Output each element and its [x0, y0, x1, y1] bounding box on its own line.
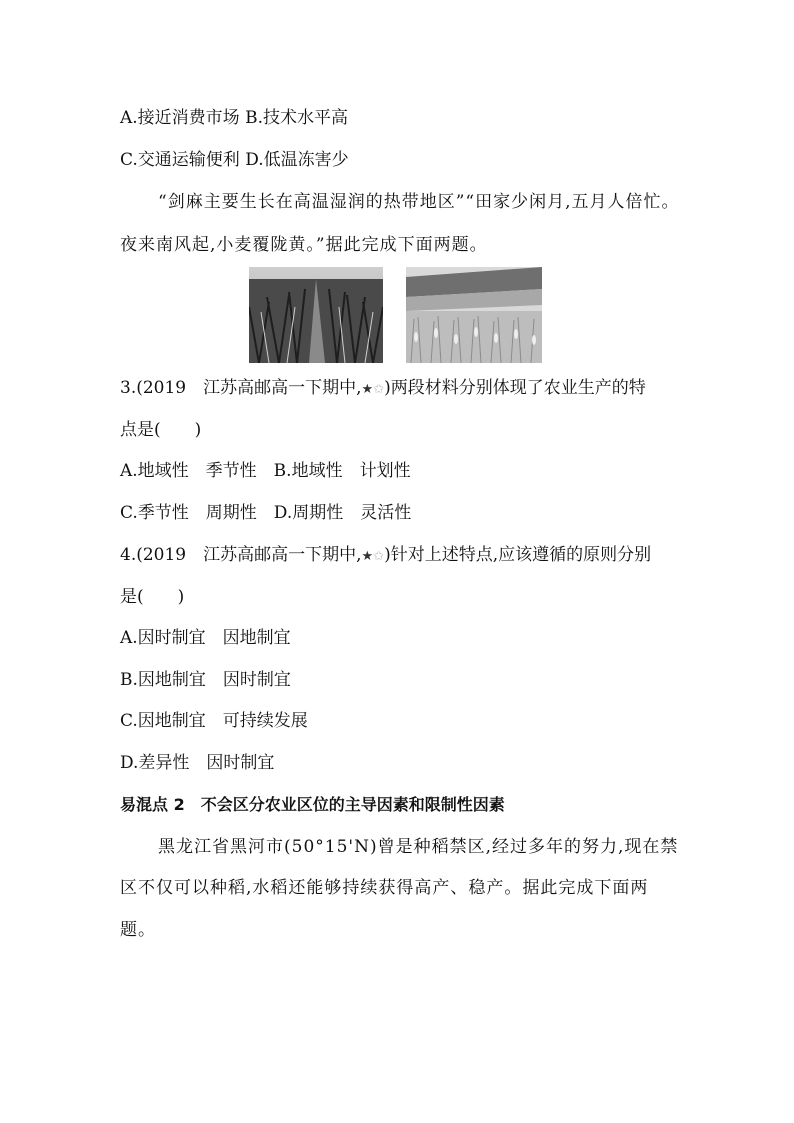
sisal-field-photo — [249, 267, 383, 363]
difficulty-star-outline-icon: ✩ — [373, 549, 385, 564]
question-4-option-a: A.因时制宜 因地制宜 — [120, 628, 291, 648]
question-4-option-b: B.因地制宜 因时制宜 — [120, 670, 291, 690]
difficulty-star-outline-icon: ✩ — [373, 382, 385, 397]
option-line-c-d: C.交通运输便利 D.低温冻害少 — [120, 150, 349, 170]
question-3-stem: )两段材料分别体现了农业生产的特 — [384, 378, 646, 398]
question-4-option-d: D.差异性 因时制宜 — [120, 753, 275, 773]
material-2-line3: 题。 — [120, 920, 156, 940]
question-4-option-c: C.因地制宜 可持续发展 — [120, 711, 308, 731]
question-3-source: 3.(2019 江苏高邮高一下期中, — [120, 378, 362, 398]
material-paragraph-line1: “剑麻主要生长在高温湿润的热带地区”“田家少闲月,五月人倍忙。 — [158, 192, 680, 212]
question-4-source: 4.(2019 江苏高邮高一下期中, — [120, 545, 362, 565]
difficulty-star-icon: ★ — [361, 382, 374, 397]
wheat-field-photo — [406, 267, 542, 363]
question-4-line2: 是( ) — [120, 587, 185, 607]
difficulty-star-icon: ★ — [361, 549, 374, 564]
material-paragraph-line2: 夜来南风起,小麦覆陇黄。”据此完成下面两题。 — [120, 235, 488, 255]
question-4-line1 — [120, 543, 651, 569]
question-3-line2: 点是( ) — [120, 420, 202, 440]
question-4-stem: )针对上述特点,应该遵循的原则分别 — [384, 545, 652, 565]
material-2-line1: 黑龙江省黑河市(50°15'N)曾是种稻禁区,经过多年的努力,现在禁 — [158, 837, 679, 857]
question-3-options-a-b: A.地域性 季节性 B.地域性 计划性 — [120, 461, 411, 481]
section-heading: 易混点 2 不会区分农业区位的主导因素和限制性因素 — [120, 795, 505, 814]
question-3-line1 — [120, 376, 646, 402]
question-3-options-c-d: C.季节性 周期性 D.周期性 灵活性 — [120, 503, 412, 523]
option-line-a-b: A.接近消费市场 B.技术水平高 — [120, 108, 348, 128]
material-2-line2: 区不仅可以种稻,水稻还能够持续获得高产、稳产。据此完成下面两 — [120, 878, 649, 898]
